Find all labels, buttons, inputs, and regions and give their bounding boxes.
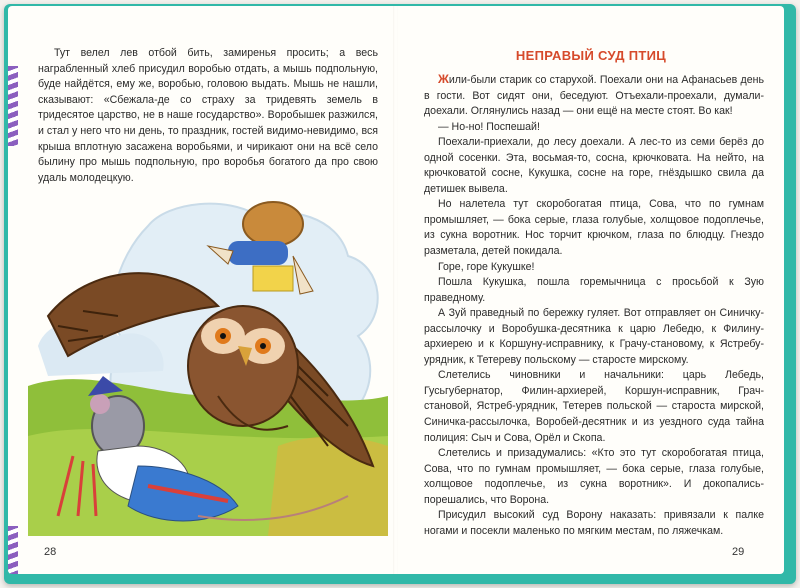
left-page-text: Тут велел лев отбой бить, замиренья просить; а весь награбленный хлеб присудил воробью отдать, а мышь подпольную, буде найдётся, ему же, воробью, головою выдать. Мышь не нашли, сказывают: «Сбежала-де со страху за тридевять земель в тридесятое царство, не в наше государство». Воробышек разжился, и стал у него что ни день, то праздник, гостей видимо-невидимо, вся крыша вплотную засажена воробьями, и чирикают они на всё село былину про мышь подпольную, про воробья богатого да про свою удаль молодецкую. [38, 47, 378, 184]
decorative-stripes-top [8, 66, 18, 146]
paragraph: Присудил высокий суд Ворону наказать: привязали к палке ногами и посекли маленько по мягким местам, по ляжечкам. [424, 509, 764, 537]
right-page [398, 6, 784, 574]
paragraph: Но налетела тут скоробогатая птица, Сова, что по гумнам промышляет, — бока серые, глаза голубые, холщовое подоплечье, из сукна воротник. Нос торчит крючком, глаза по блюдцу. Гнездо разметала, детей покидала. [424, 198, 764, 258]
story-title: НЕПРАВЫЙ СУД ПТИЦ [515, 48, 667, 63]
paragraph: — Но-но! Поспешай! [438, 120, 540, 133]
paragraph: Жили-были старик со старухой. Поехали они на Афанасьев день в гости. Вот сидят они, беседуют. Отъехали-проехали, думали-доехали. Оглянулись назад — они ещё на месте стоят. Во как! [424, 72, 764, 118]
paragraph: Слетелись и призадумались: «Кто это тут скоробогатая птица, Сова, что по гумнам промышляет, — бока серые, глаза голубые, холщовое подоплечье, из сукна воротник». И докопались-порешались, что Ворона. [424, 447, 764, 506]
paragraph: Горе, горе Кукушке! [438, 260, 535, 273]
paragraph: Слетелись чиновники и начальники: царь Лебедь, Гусьгубернатор, Филин-архиерей, Коршун-исправник, Грач-становой, Ястреб-урядник, Тетерев польской — староста мирской, Синичка-рассылочка, Воробей-десятник и из уездного суда тайна полиция: Сыч и Сова, Орёл и Скопа. [424, 369, 764, 444]
right-page-text [424, 72, 764, 539]
paragraph: А Зуй праведный по бережку гуляет. Вот отправляет он Синичку-рассылочку и Воробушка-десятника к царю Лебедю, к Филину-архиерею и к Коршуну-исправнику, к Грачу-становому, к Ястребу-урядник, к Тетереву польскому — старосте мирскому. [424, 307, 764, 366]
page-number-right: 29 [732, 546, 745, 558]
paragraph: Поехали-приехали, до лесу доехали. А лес-то из семи берёз до одной сосенки. Эта, восьмая-то, сосна, крючковата. На нейто, на крючковатой сосне, Кукушка, сосне на горе, гнёздышко свила да детишек вывела. [424, 136, 764, 195]
owl-and-mouse-illustration [28, 196, 388, 536]
drop-cap: Ж [438, 72, 449, 86]
page-number-left: 28 [44, 546, 57, 558]
decorative-stripes-bottom [8, 526, 18, 574]
left-page [8, 6, 393, 574]
paragraph: Пошла Кукушка, пошла горемычница с просьбой к Зую праведному. [424, 276, 764, 304]
